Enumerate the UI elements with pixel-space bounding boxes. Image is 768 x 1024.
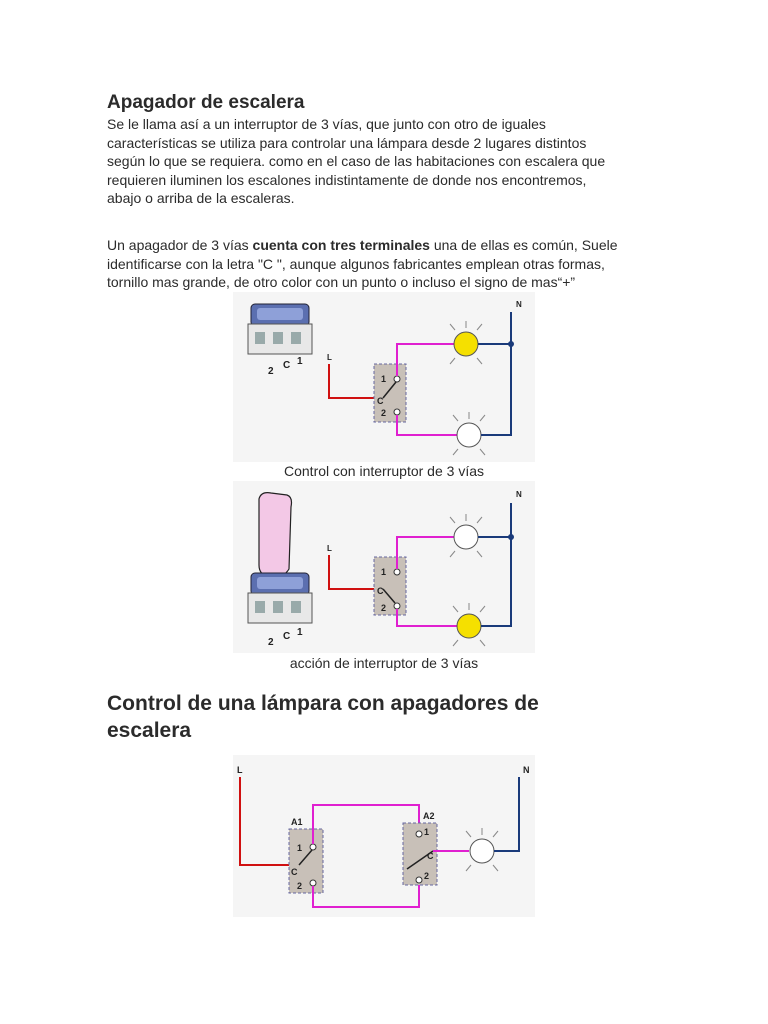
terminal-label: C [283,631,291,642]
junction-dot [508,341,514,347]
circuit-diagram [233,292,535,462]
terminal-label: 2 [268,366,274,377]
switch-box-a1 [289,829,323,893]
terminal-2-dot [394,409,400,415]
neutral-label: N [523,765,530,775]
neutral-wire [481,503,511,626]
neutral-wire [481,312,511,435]
figure-switch-diagram-1 [233,292,535,462]
text-span: Un apagador de 3 vías [107,237,253,253]
section-title-apagador: Apagador de escalera [107,92,305,113]
figure-caption-2: acción de interruptor de 3 vías [289,655,479,671]
figure-caption-1: Control con interruptor de 3 vías [284,463,484,479]
lamp-off-icon [450,514,482,557]
phase-label: L [237,765,243,775]
terminal-label: 2 [268,637,274,648]
terminal-2-dot [310,880,316,886]
terminal-1-dot [394,376,400,382]
switch-a1-label: A1 [291,817,303,827]
terminals-line: tornillo mas grande, de otro color con un punto o incluso el signo de mas“+” [107,274,576,290]
figure-switch-diagram-2 [233,481,535,653]
lamp-off-icon [466,828,498,871]
terminal-c-label: C [377,396,384,406]
circuit-diagram [233,755,535,917]
terminal-2-label: 2 [297,881,303,891]
terminal-c-label: C [291,867,298,877]
intro-line: características se utiliza para controlar una lámpara desde 2 lugares distintos [107,134,587,151]
terminal-1-label: 1 [381,374,387,384]
switch-box [374,364,406,422]
terminals-line [107,236,687,255]
junction-dot [508,534,514,540]
terminal-1-label: 1 [297,843,303,853]
terminal-label: 1 [297,356,303,367]
terminal-1-dot [310,844,316,850]
intro-line: según lo que se requiera. como en el caso de las habitaciones con escalera que [107,153,606,169]
neutral-label: N [516,300,522,309]
terminal-label: 1 [297,627,303,638]
intro-paragraph [107,115,667,208]
lamp-off-icon [453,412,485,455]
lamp-on-icon [453,603,485,646]
phase-label: L [327,544,332,553]
terminal-1-label: 1 [381,567,387,577]
terminal-2-dot [416,877,422,883]
terminal-c-label: C [377,586,384,596]
terminal-1-dot [416,831,422,837]
terminal-c-label: C [427,851,434,861]
intro-line: Se le llama así a un interruptor de 3 vías, que junto con otro de iguales [107,116,546,132]
traveler-wire-bottom [313,883,419,907]
switch-device-icon [248,573,312,648]
bold-text: cuenta con tres terminales [252,237,430,253]
switch-a2-label: A2 [423,811,435,821]
terminals-line: identificarse con la letra "C ", aunque algunos fabricantes emplean otras formas, [107,255,605,272]
terminal-2-label: 2 [381,408,387,418]
terminal-2-label: 2 [424,871,430,881]
terminal-2-dot [394,603,400,609]
text-span: una de ellas es común, Suele [429,237,618,253]
terminal-1-dot [394,569,400,575]
intro-line: abajo o arriba de la escaleras. [107,190,295,206]
phase-label: L [327,353,332,362]
figure-staircase-circuit [233,755,535,917]
terminal-label: C [283,360,291,371]
section-title-control: Control de una lámpara con apagadores de escalera [107,692,539,742]
circuit-diagram [233,481,535,653]
intro-line: requieren iluminen los escalones indistintamente de donde nos encontremos, [107,171,587,188]
lamp-on-icon [450,321,482,364]
terminals-paragraph [107,236,687,292]
terminal-1-label: 1 [424,827,430,837]
neutral-wire [494,777,519,851]
finger-icon [259,493,292,578]
switch-device-icon [248,304,312,377]
terminal-2-label: 2 [381,603,387,613]
neutral-label: N [516,490,522,499]
